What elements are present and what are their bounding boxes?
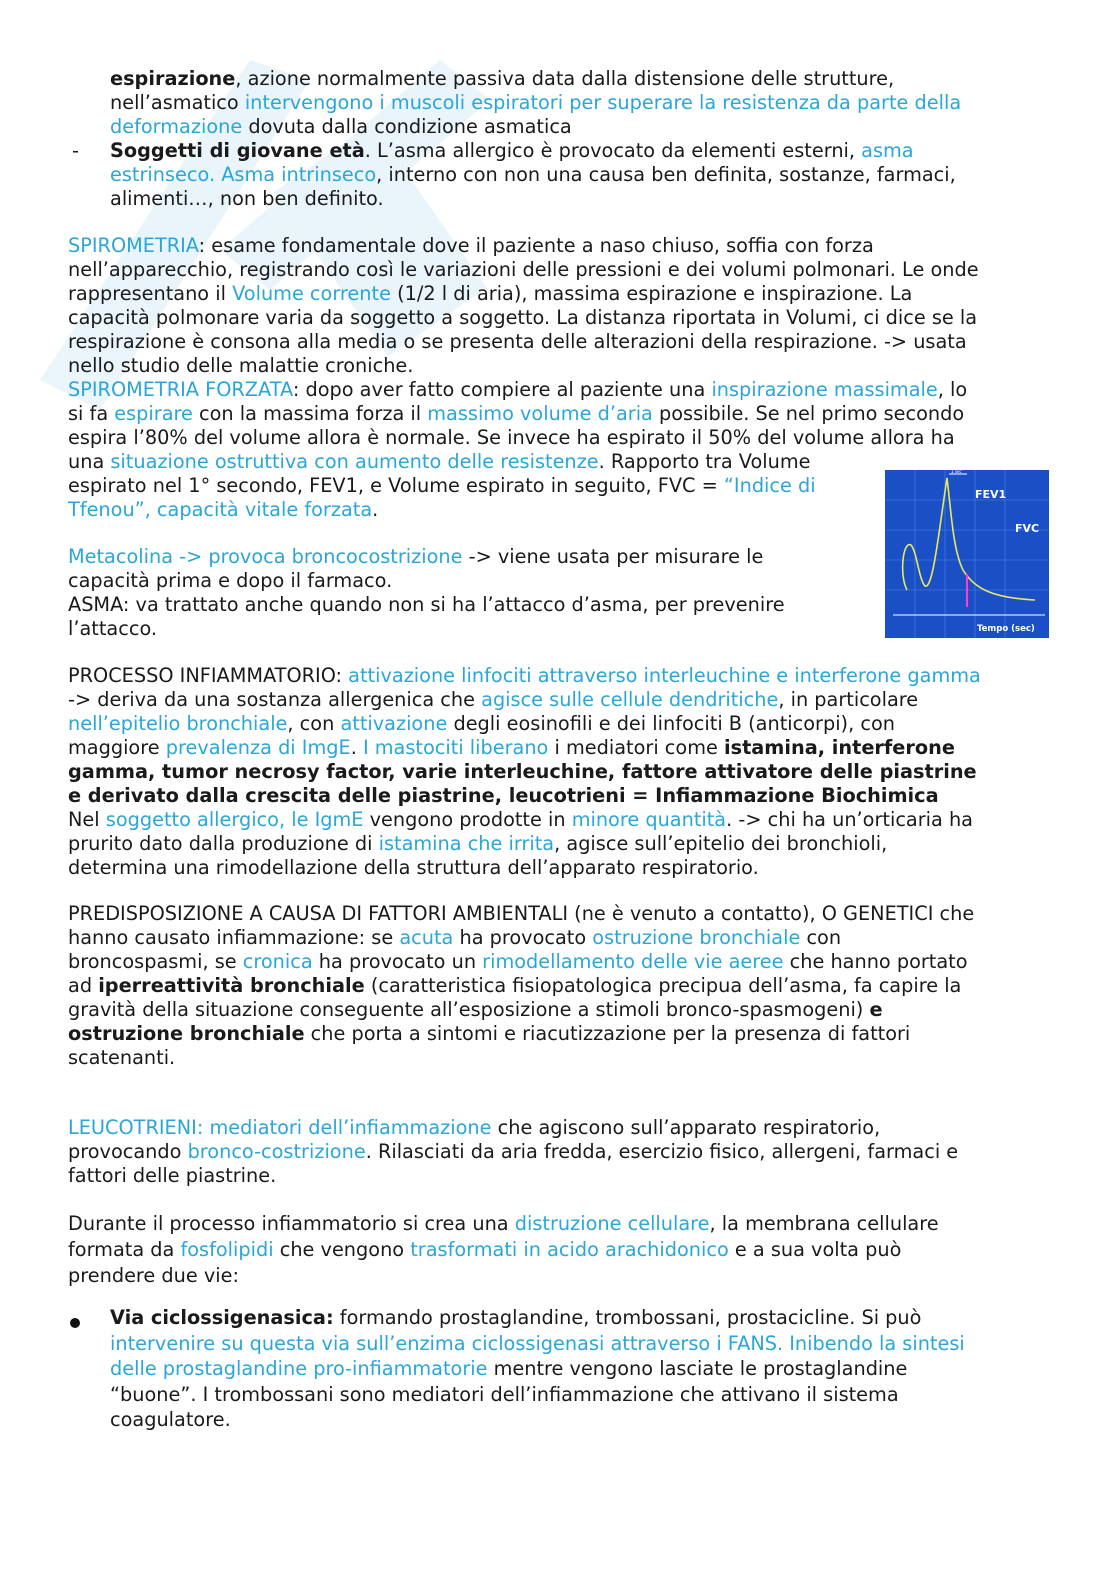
fev1-label: FEV1 [975,488,1007,501]
paragraph-spirometria-forzata: SPIROMETRIA FORZATA: dopo aver fatto compiere al paziente una inspirazione massimale, lo si fa espirare con la massima forza il massimo volume d’aria possibile. Se nel primo secondo espira l’80% del volume allora è normale. Se invece ha espirato il 50% del volume allora ha una situazione ostruttiva con aumento delle resistenze. Rapporto tra Volume espirato nel 1° secondo, FEV1, e Volume espirato in seguito, FVC = “Indice di Tfenou”, capacità vitale forzata. [68,378,968,521]
spirometry-chart [885,470,1049,638]
paragraph-spirometria: SPIROMETRIA: esame fondamentale dove il paziente a naso chiuso, soffia con forza nell’apparecchio, registrando così le variazioni delle pressioni e dei volumi polmonari. Le onde rappresentano il Volume corrente (1/2 l di aria), massima espirazione e inspirazione. La capacità polmonare varia da soggetto a soggetto. La distanza riportata in Volumi, ci dice se la respirazione è consona alla media o se presenta delle alterazioni della respirazione. -> usata nello studio delle malattie croniche. [68,234,979,377]
one-second-label: 1 sec [951,470,962,474]
paragraph-espirazione: espirazione, azione normalmente passiva data dalla distensione delle strutture, nell’asmatico intervengono i muscoli espiratori per superare la resistenza da parte della deformazione dovuta dalla condizione asmatica [110,67,962,138]
fvc-label: FVC [1015,522,1040,535]
list-item-via-ciclossigenasica: Via ciclossigenasica: formando prostaglandine, trombossani, prostacicline. Si può intervenire su questa via sull’enzima ciclossigenasi attraverso i FANS. Inibendo la sintesi delle prostaglandine pro-infiammatorie mentre vengono lasciate le prostaglandine “buone”. I trombossani sono mediatori dell’infiammazione che attivano il sistema coagulatore. [110,1306,965,1431]
paragraph-metacolina: Metacolina -> provoca broncocostrizione -> viene usata per misurare le capacità prima e dopo il farmaco. ASMA: va trattato anche quando non si ha l’attacco d’asma, per prevenire l’attacco. [68,545,785,640]
paragraph-durante: Durante il processo infiammatorio si crea una distruzione cellulare, la membrana cellulare formata da fosfolipidi che vengono trasformati in acido arachidonico e a sua volta può prendere due vie: [68,1212,939,1287]
paragraph-predisposizione: PREDISPOSIZIONE A CAUSA DI FATTORI AMBIENTALI (ne è venuto a contatto), O GENETICI che hanno causato infiammazione: se acuta ha provocato ostruzione bronchiale con broncospasmi, se cronica ha provocato un rimodellamento delle vie aeree che hanno portato ad iperreattività bronchiale (caratteristica fisiopatologica precipua dell’asma, fa capire la gravità della situazione conseguente all’esposizione a stimoli bronco-spasmogeni) e ostruzione bronchiale che porta a sintomi e riacutizzazione per la presenza di fattori scatenanti. [68,902,975,1069]
time-axis-label: Tempo (sec) [977,624,1035,634]
chart-background [885,470,1049,638]
paragraph-leucotrieni: LEUCOTRIENI: mediatori dell’infiammazione che agiscono sull’apparato respiratorio, provocando bronco-costrizione. Rilasciati da aria fredda, esercizio fisico, allergeni, farmaci e fattori delle piastrine. [68,1116,959,1187]
paragraph-processo-infiammatorio: PROCESSO INFIAMMATORIO: attivazione linfociti attraverso interleuchine e interferone gamma -> deriva da una sostanza allergenica che agisce sulle cellule dendritiche, in particolare nell’epitelio bronchiale, con attivazione degli eosinofili e dei linfociti B (anticorpi), con maggiore prevalenza di ImgE. I mastociti liberano i mediatori come istamina, interferone gamma, tumor necrosy factor, varie interleuchine, fattore attivatore delle piastrine e derivato dalla crescita delle piastrine, leucotrieni = Infiammazione Biochimica Nel soggetto allergico, le IgmE vengono prodotte in minore quantità. -> chi ha un’orticaria ha prurito dato dalla produzione di istamina che irrita, agisce sull’epitelio dei bronchioli, determina una rimodellazione della struttura dell’apparato respiratorio. [68,664,981,879]
list-item-giovane-eta: Soggetti di giovane età. L’asma allergico è provocato da elementi esterni, asma estrinseco. Asma intrinseco, interno con non una causa ben definita, sostanze, farmaci, alimenti…, non ben definito. [110,139,956,210]
list-dash: - [72,139,79,162]
bullet-dot [70,1318,80,1328]
